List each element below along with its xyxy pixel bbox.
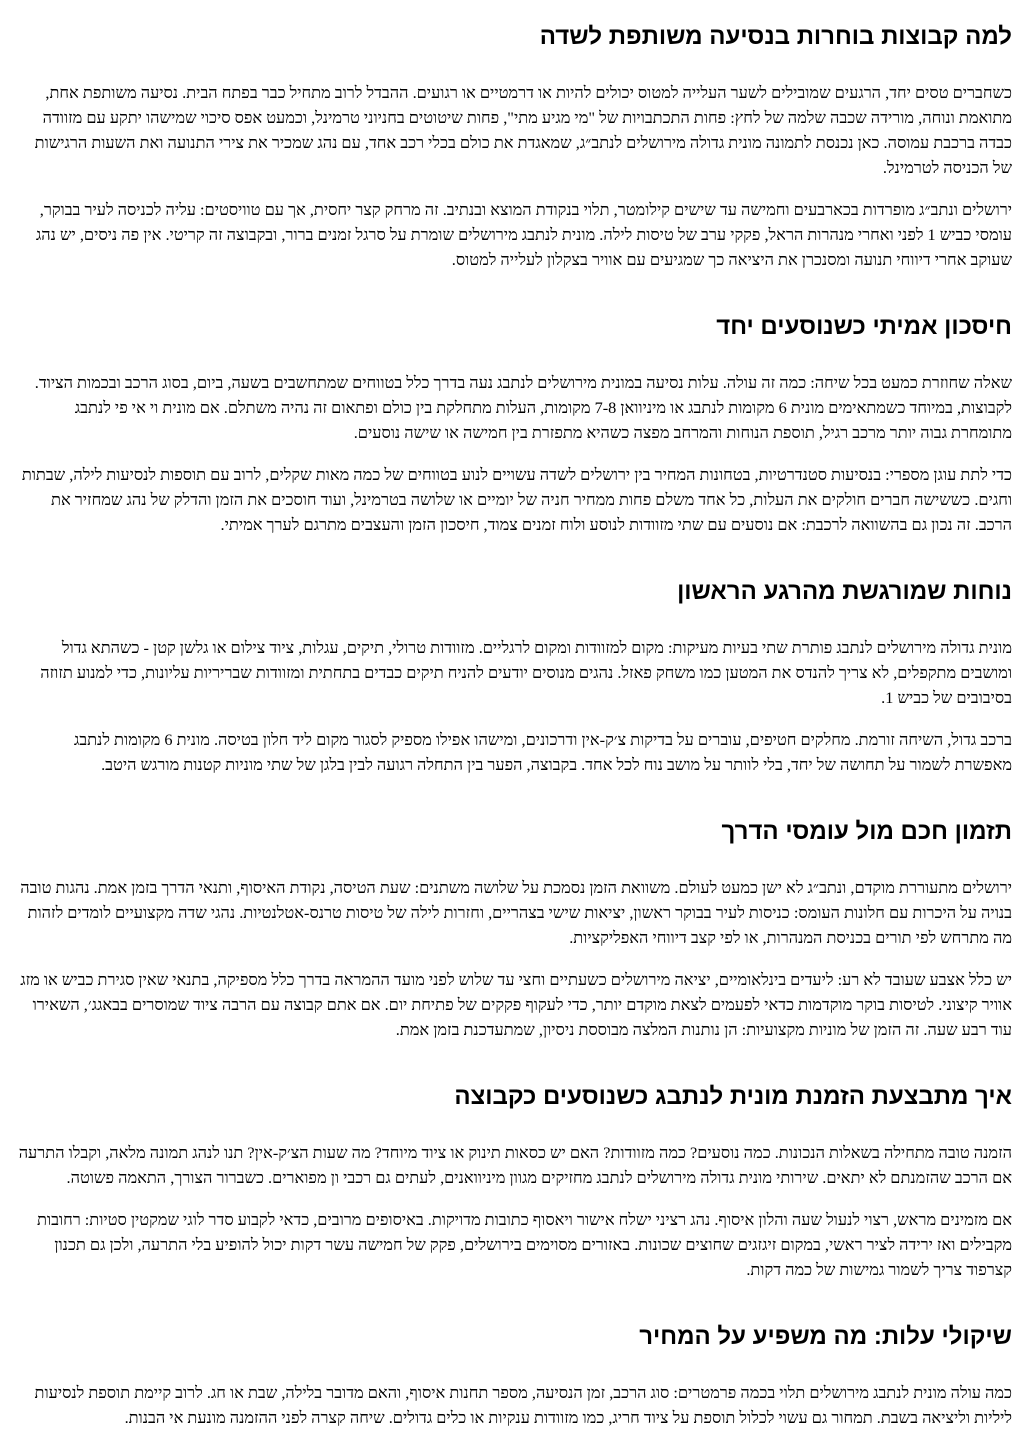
paragraph: ברכב גדול, השיחה זורמת. מחלקים חטיפים, עוברים על בדיקות צ׳ק-אין ודרכונים, ומישהו אפילו מספיק לסגור מקום ליד חלון בטיסה. מונית 6 מקומות לנתבג מאפשרת לשמור על תחושה של יחד, בלי לוותר על מושב נוח לכל אחד. בקבוצה, הפער בין התחלה רגועה לבין בלגן של שתי מוניות קטנות מורגש היטב. [73, 730, 1012, 774]
paragraph: ירושלים מתעוררת מוקדם, ונתב״ג לא ישן כמעט לעולם. משוואת הזמן נסמכת על שלושה משתנים: שעת הטיסה, נקודת האיסוף, ותנאי הדרך בזמן אמת. נהגות טובה בנויה על היכרות עם חלונות העומס: כניסות לעיר בבוקר ראשון, יציאות שישי בצהריים, וחזרות לילה של טיסות טרנס-אטלנטיות. נהגי שדה מקצועיים לומדים לזהות מה מתרחש לפי תורים בכניסת המנהרות, או לפי קצב דיווחי האפליקציות. [20, 878, 1012, 947]
section-cost-factors [14, 1322, 1012, 1430]
paragraph: שאלה שחוזרת כמעט בכל שיחה: כמה זה עולה. עלות נסיעה במונית מירושלים לנתבג נעה בדרך כלל בטווחים שמתחשבים בשעה, ביום, בסוג הרכב ובכמות הציוד. לקבוצות, במיוחד כשמתאימים מונית 6 מקומות לנתבג או מיניוואן 7-8 מקומות, העלות מתחלקת בין כולם ופתאום זה נהיה משתלם. אם מונית וי אי פי לנתבג מתומחרת גבוה יותר מרכב רגיל, תוספת הנוחות והמרחב מפצה כשהיא מתפזרת בין חמישה או שישה נוסעים. [34, 373, 1012, 442]
paragraph: יש כלל אצבע שעובד לא רע: ליעדים בינלאומיים, יציאה מירושלים כשעתיים וחצי עד שלוש לפני מועד ההמראה בדרך כלל מספיקה, בתנאי שאין סגירת כביש או מזג אוויר קיצוני. לטיסות בוקר מוקדמות כדאי לפעמים לצאת מוקדם יותר, כדי לעקוף פקקים של פתיחת יום. אם אתם קבוצה עם הרבה ציוד שמוסרים בבאגג׳, השאירו עוד רבע שעה. זה הזמן של מוניות מקצועיות: הן נותנות המלצה מבוססת ניסיון, שמתעדכנת בזמן אמת. [20, 970, 1012, 1039]
section-booking [14, 1082, 1012, 1282]
section-heading: נוחות שמורגשת מהרגע הראשון [677, 578, 1012, 605]
paragraph: כשחברים טסים יחד, הרגעים שמובילים לשער העלייה למטוס יכולים להיות או דרמטיים או רגועים. ההבדל לרוב מתחיל כבר בפתח הבית. נסיעה משותפת אחת, מתואמת ונוחה, מורידה שכבה שלמה של לחץ: פחות התכתבויות של "מי מגיע מתי", פחות שיטוטים בחניוני טרמינל, וכמעט אפס סיכוי שמישהו יתקע עם מזוודה כבדה ברכבת עמוסה. כאן נכנסת לתמונה מונית גדולה מירושלים לנתב״ג, שמאגדת את כולם בכלי רכב אחד, עם נהג שמכיר את צירי התנועה ואת השעות הרגישות של הכניסה לטרמינל. [34, 83, 1012, 177]
paragraph: מונית גדולה מירושלים לנתבג פותרת שתי בעיות מעיקות: מקום למזוודות ומקום לרגליים. מזוודות טרולי, תיקים, עגלות, ציוד צילום או גלשן קטן - כשהתא גדול ומושבים מתקפלים, לא צריך להנדס את המטען כמו משחק פאזל. נהגים מנוסים יודעים להניח תיקים כבדים בתחתית ומזוודות שבריריות עליונות, כדי למנוע תזוזה בסיבובים של כביש 1. [40, 638, 1012, 707]
section-real-savings [14, 312, 1012, 537]
section-timing [14, 817, 1012, 1042]
section-heading: חיסכון אמיתי כשנוסעים יחד [716, 313, 1012, 340]
section-heading: למה קבוצות בוחרות בנסיעה משותפת לשדה [539, 23, 1012, 50]
paragraph: אם מזמינים מראש, רצוי לנעול שעה והלון איסוף. נהג רציני ישלח אישור ויאסוף כתובות מדויקות. באיסופים מרובים, כדאי לקבוע סדר לוגי שמקטין סטיות: רחובות מקבילים ואז ירידה לציר ראשי, במקום זיגזגים שחוצים שכונות. באזורים מסוימים בירושלים, פקק של חמישה עשר דקות יכול להופיע בלי התרעה, ולכן גם תכנון קצרפוד צריך לשמור גמישות של כמה דקות. [36, 1210, 1012, 1279]
section-heading: שיקולי עלות: מה משפיע על המחיר [639, 1323, 1012, 1350]
section-comfort [14, 577, 1012, 777]
paragraph: ירושלים ונתב״ג מופרדות בכארבעים וחמישה עד שישים קילומטר, תלוי בנקודת המוצא ובנתיב. זה מרחק קצר יחסית, אך עם טוויסטים: עליה לכניסה לעיר בבוקר, עומסי כביש 1 לפני ואחרי מנהרות הראל, פקקי ערב של טיסות לילה. מונית לנתבג מירושלים שומרת על סרגל זמנים ברור, ובקבוצה זה קריטי. אין פה ניסים, יש נהג שעוקב אחרי דיווחי תנועה ומסנכרן את היציאה כך שמגיעים עם אוויר בצקלון לעלייה למטוס. [35, 200, 1012, 269]
paragraph: הזמנה טובה מתחילה בשאלות הנכונות. כמה נוסעים? כמה מזוודות? האם יש כסאות תינוק או ציוד מיוחד? מה שעות הצ׳ק-אין? תנו לנהג תמונה מלאה, וקבלו התרעה אם הרכב שהזמנתם לא יתאים. שירותי מונית גדולה מירושלים לנתבג מחזיקים מגוון מיניוואנים, לעתים גם רכבי ון מפוארים. כשברור הצורך, התאמה פשוטה. [18, 1143, 1012, 1187]
section-heading: איך מתבצעת הזמנת מונית לנתבג כשנוסעים כקבוצה [454, 1083, 1012, 1110]
paragraph: כמה עולה מונית לנתבג מירושלים תלוי בכמה פרמטרים: סוג הרכב, זמן הנסיעה, מספר תחנות איסוף, והאם מדובר בלילה, שבת או חג. לרוב קיימת תוספת לנסיעות ליליות וליציאה בשבת. תמחור גם עשוי לכלול תוספת על ציוד חריג, כמו מזוודות ענקיות או כלים גדולים. שיחה קצרה לפני ההזמנה מונעת אי הבנות. [34, 1383, 1012, 1427]
section-heading: תזמון חכם מול עומסי הדרך [721, 818, 1012, 845]
section-group-ride-reasons [14, 22, 1012, 272]
paragraph: כדי לתת עוגן מספרי: בנסיעות סטנדרטיות, בטחונות המחיר בין ירושלים לשדה עשויים לנוע בטווחים של כמה מאות שקלים, לרוב עם תוספות לנסיעות לילה, שבתות וחגים. כששישה חברים חולקים את העלות, כל אחד משלם פחות ממחיר חניה של יומיים או שלושה בטרמינל, ועוד חוסכים את הזמן והדלק של נהג שמחזיר את הרכב. זה נכון גם בהשוואה לרכבת: אם נוסעים עם שתי מזוודות לנוסע ולוח זמנים צמוד, חיסכון הזמן והעצבים מתרגם לערך אמיתי. [21, 465, 1012, 534]
